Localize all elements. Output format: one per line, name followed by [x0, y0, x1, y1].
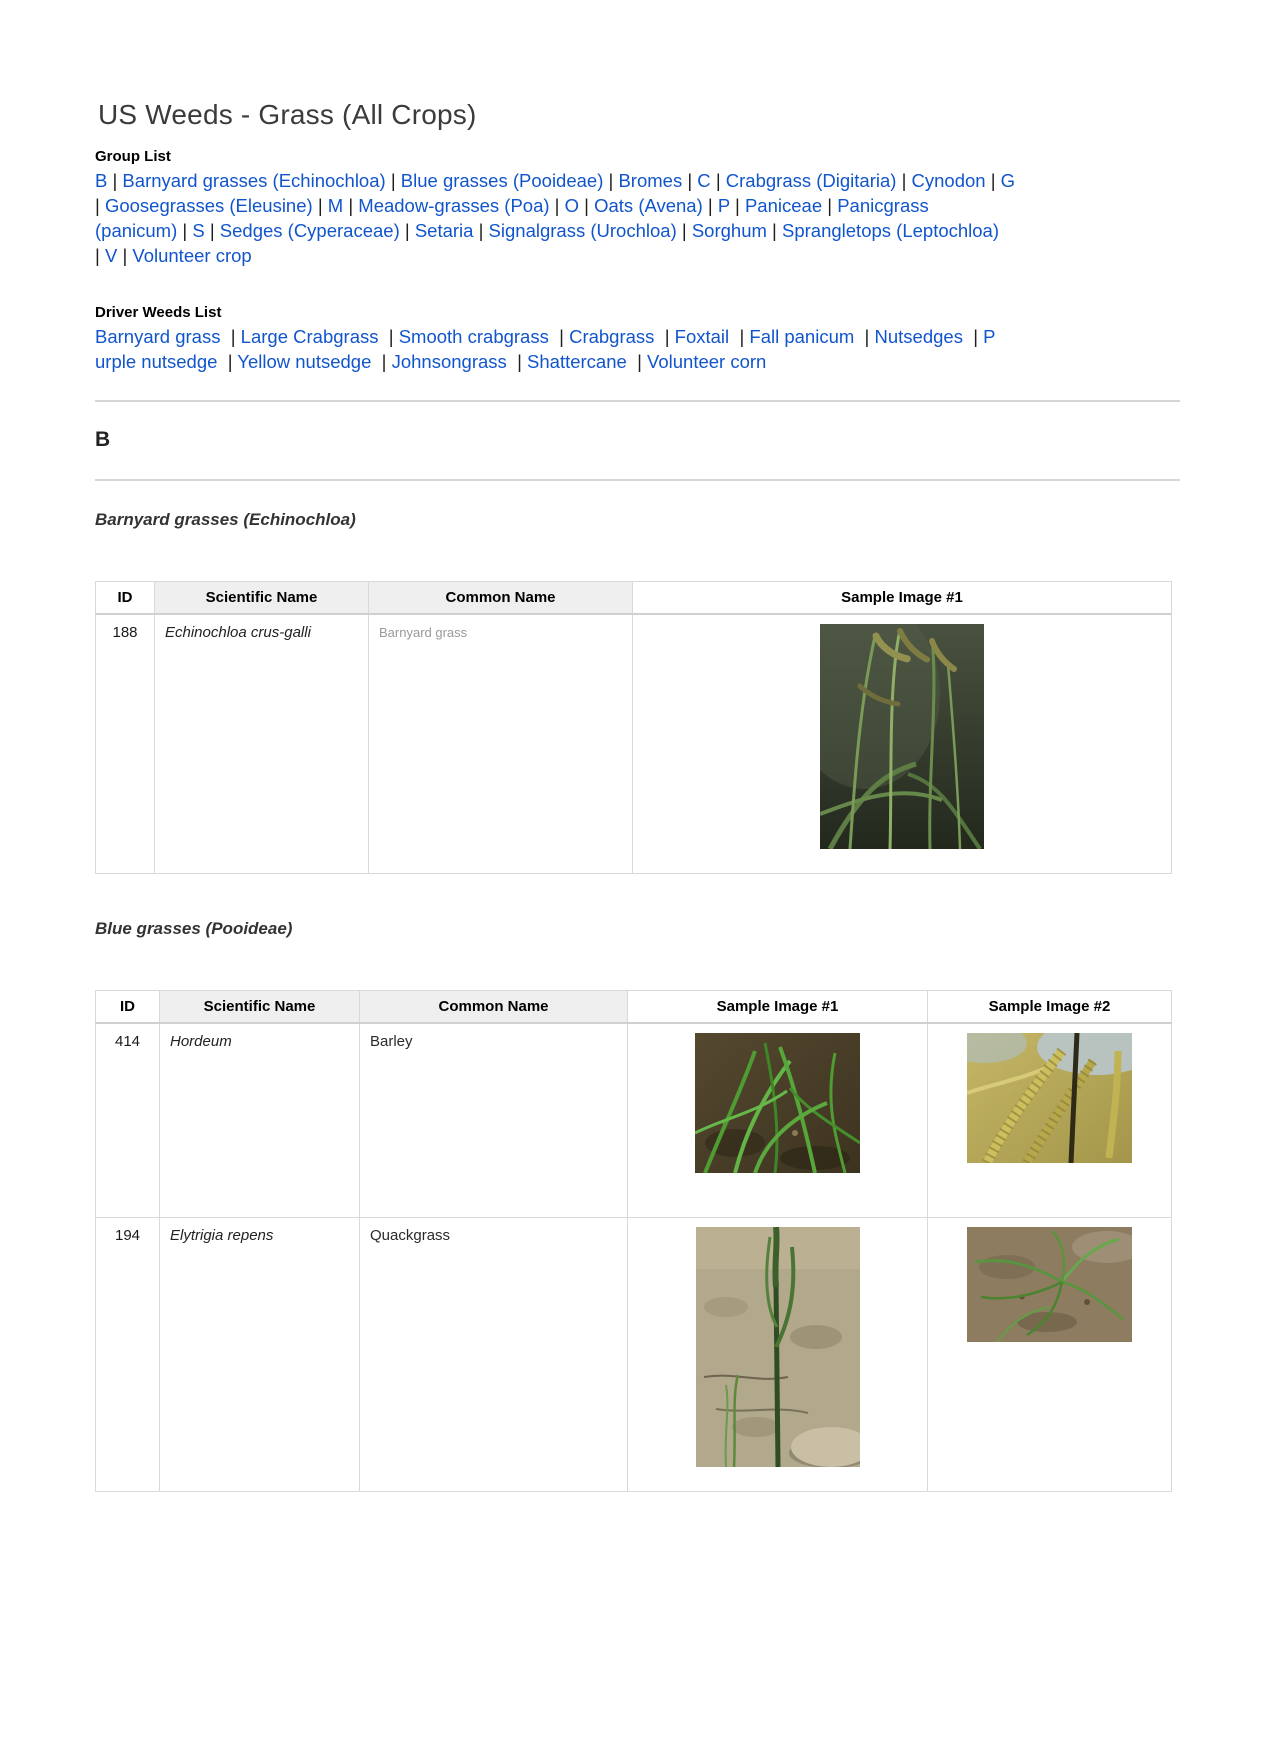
link-line — [95, 243, 1180, 268]
separator: | — [381, 351, 387, 372]
sample-image-cell — [628, 1218, 928, 1492]
group-link[interactable]: Signalgrass (Urochloa) — [483, 220, 682, 241]
driver-weed-link[interactable]: Foxtail — [669, 326, 740, 347]
driver-weed-link[interactable]: Fall panicum — [744, 326, 865, 347]
weed-id: 194 — [96, 1218, 160, 1492]
separator: | — [973, 326, 979, 347]
page-title: US Weeds - Grass (All Crops) — [98, 99, 477, 130]
weed-group-heading: Barnyard grasses (Echinochloa) — [95, 510, 356, 529]
weed-id: 188 — [96, 614, 155, 874]
group-link[interactable]: Crabgrass (Digitaria) — [720, 170, 902, 191]
link-line — [95, 324, 1180, 349]
group-link[interactable]: Panicgrass — [832, 195, 929, 216]
driver-weed-link[interactable]: Shattercane — [521, 351, 638, 372]
group-link[interactable]: G — [995, 170, 1016, 191]
group-list — [95, 168, 1180, 268]
separator: | — [554, 195, 560, 216]
column-header: Sample Image #1 — [633, 582, 1172, 615]
separator: | — [687, 170, 693, 191]
separator: | — [715, 170, 721, 191]
group-link[interactable]: S — [187, 220, 210, 241]
separator: | — [404, 220, 410, 241]
scientific-name-cell — [160, 1023, 360, 1218]
separator: | — [230, 326, 236, 347]
weed-id: 414 — [96, 1023, 160, 1218]
barley-grass-photo — [695, 1033, 860, 1173]
separator: | — [664, 326, 670, 347]
driver-weed-link[interactable]: Yellow nutsedge — [232, 351, 382, 372]
common-name: Barley — [370, 1033, 413, 1050]
group-link[interactable]: B — [95, 170, 113, 191]
group-link[interactable]: C — [692, 170, 716, 191]
group-link[interactable]: Bromes — [613, 170, 688, 191]
column-header: ID — [96, 582, 155, 615]
group-link[interactable]: Sorghum — [686, 220, 773, 241]
group-link[interactable]: V — [99, 245, 123, 266]
driver-weed-link[interactable]: Nutsedges — [869, 326, 974, 347]
sample-image-cell — [633, 614, 1172, 874]
separator: | — [182, 220, 188, 241]
common-name-cell — [360, 1218, 628, 1492]
group-link[interactable]: O — [559, 195, 585, 216]
weed-sections — [95, 509, 1180, 1492]
separator: | — [112, 170, 118, 191]
separator: | — [637, 351, 642, 372]
quackgrass-patch-photo — [967, 1227, 1132, 1342]
table-row — [96, 614, 1172, 874]
column-header: Scientific Name — [155, 582, 369, 615]
separator: | — [317, 195, 323, 216]
group-link[interactable]: Sedges (Cyperaceae) — [214, 220, 405, 241]
section-letter-heading: B — [95, 428, 111, 451]
separator: | — [681, 220, 687, 241]
separator: | — [209, 220, 215, 241]
column-header: Common Name — [369, 582, 633, 615]
group-link[interactable]: Volunteer crop — [127, 245, 252, 266]
group-list-label: Group List — [95, 148, 171, 165]
group-link[interactable]: Sprangletops (Leptochloa) — [776, 220, 1000, 241]
separator: | — [739, 326, 745, 347]
table-row — [96, 1023, 1172, 1218]
link-line — [95, 168, 1180, 193]
group-link[interactable]: Meadow-grasses (Poa) — [353, 195, 555, 216]
separator: | — [95, 245, 100, 266]
driver-weed-link[interactable]: Volunteer corn — [641, 351, 767, 372]
sample-image-cell — [928, 1023, 1172, 1218]
driver-weed-link[interactable]: Johnsongrass — [386, 351, 518, 372]
separator: | — [227, 351, 233, 372]
link-line — [95, 218, 1180, 243]
separator: | — [772, 220, 777, 241]
group-link[interactable]: Setaria — [409, 220, 479, 241]
sample-image-cell — [928, 1218, 1172, 1492]
scientific-name-cell — [155, 614, 369, 874]
divider — [95, 479, 1180, 481]
common-name-cell — [369, 614, 633, 874]
separator: | — [122, 245, 128, 266]
driver-weed-link[interactable]: Large Crabgrass — [235, 326, 389, 347]
barnyard-grass-photo — [820, 624, 984, 849]
group-link[interactable]: (panicum) — [95, 220, 183, 241]
common-name: Barnyard grass — [379, 625, 468, 640]
table-row — [96, 1218, 1172, 1492]
separator: | — [478, 220, 484, 241]
common-name: Quackgrass — [370, 1227, 451, 1244]
column-header: ID — [96, 991, 160, 1024]
scientific-name-cell — [160, 1218, 360, 1492]
weed-table — [95, 581, 1172, 874]
scientific-name: Echinochloa crus-galli — [165, 624, 311, 641]
sample-image-cell — [628, 1023, 928, 1218]
driver-weed-link[interactable]: urple nutsedge — [95, 351, 228, 372]
divider — [95, 400, 1180, 402]
group-link[interactable]: Oats (Avena) — [588, 195, 708, 216]
group-link[interactable]: Goosegrasses (Eleusine) — [99, 195, 318, 216]
separator: | — [390, 170, 396, 191]
link-line — [95, 193, 1180, 218]
driver-weeds-list — [95, 324, 1180, 374]
quackgrass-seedling-photo — [696, 1227, 860, 1467]
group-link[interactable]: Blue grasses (Pooideae) — [395, 170, 609, 191]
driver-weed-link[interactable]: Barnyard grass — [95, 326, 231, 347]
group-link[interactable]: Cynodon — [906, 170, 991, 191]
group-link[interactable]: Barnyard grasses (Echinochloa) — [117, 170, 391, 191]
separator: | — [608, 170, 614, 191]
weed-table — [95, 990, 1172, 1492]
group-link[interactable]: Paniceae — [739, 195, 828, 216]
group-link[interactable]: P — [712, 195, 736, 216]
column-header: Sample Image #2 — [928, 991, 1172, 1024]
separator: | — [517, 351, 522, 372]
weed-group-heading: Blue grasses (Pooideae) — [95, 919, 293, 938]
driver-weed-link[interactable]: P — [978, 326, 996, 347]
column-header: Sample Image #1 — [628, 991, 928, 1024]
barley-spikes-photo — [967, 1033, 1132, 1163]
driver-weed-link[interactable]: Crabgrass — [563, 326, 665, 347]
scientific-name: Hordeum — [170, 1033, 232, 1050]
group-link[interactable]: M — [322, 195, 349, 216]
separator: | — [95, 195, 100, 216]
separator: | — [388, 326, 394, 347]
driver-weeds-list-label: Driver Weeds List — [95, 304, 222, 321]
link-line — [95, 349, 1180, 374]
separator: | — [707, 195, 713, 216]
separator: | — [827, 195, 833, 216]
separator: | — [584, 195, 589, 216]
separator: | — [990, 170, 996, 191]
page — [0, 97, 1275, 1492]
common-name-cell — [360, 1023, 628, 1218]
separator: | — [864, 326, 870, 347]
column-header: Common Name — [360, 991, 628, 1024]
separator: | — [348, 195, 354, 216]
scientific-name: Elytrigia repens — [170, 1227, 274, 1244]
separator: | — [559, 326, 564, 347]
driver-weed-link[interactable]: Smooth crabgrass — [393, 326, 560, 347]
separator: | — [735, 195, 740, 216]
separator: | — [901, 170, 907, 191]
column-header: Scientific Name — [160, 991, 360, 1024]
